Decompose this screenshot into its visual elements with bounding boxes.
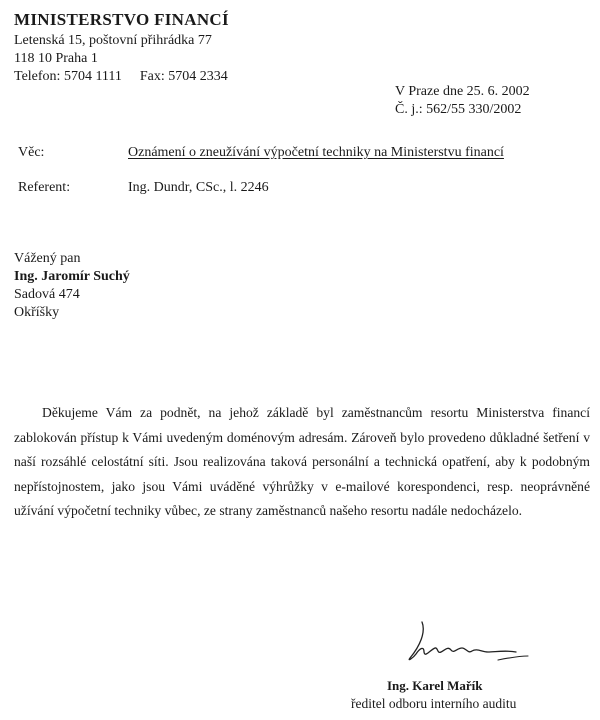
signatory-name: Ing. Karel Mařík	[387, 678, 483, 693]
letter-date: V Praze dne 25. 6. 2002	[395, 84, 530, 99]
recipient-name: Ing. Jaromír Suchý	[14, 269, 130, 284]
recipient-city: Okříšky	[14, 305, 60, 320]
referent-value: Ing. Dundr, CSc., l. 2246	[128, 180, 269, 195]
sender-name: MINISTERSTVO FINANCÍ	[14, 10, 229, 29]
reference-number: Č. j.: 562/55 330/2002	[395, 102, 522, 117]
sender-contact-line	[14, 69, 228, 85]
sender-fax: Fax: 5704 2334	[139, 69, 228, 84]
sender-address-line1: Letenská 15, poštovní přihrádka 77	[14, 33, 212, 48]
sender-address-line2: 118 10 Praha 1	[14, 51, 98, 66]
sender-phone: Telefon: 5704 1111	[14, 69, 122, 84]
signatory-title: ředitel odboru interního auditu	[351, 696, 517, 711]
subject-label: Věc:	[18, 145, 45, 160]
recipient-salutation: Vážený pan	[14, 251, 81, 266]
subject-value: Oznámení o zneužívání výpočetní techniky na Ministerstvu financí	[128, 145, 504, 160]
letter-body-paragraph: Děkujeme Vám za podnět, na jehož základě byl zaměstnancům resortu Ministerstva financí zablokován přístup k Vámi uvedeným doménovým adresám. Zároveň bylo provedeno důkladné šetření v naší rozsáhlé celostátní síti. Jsou realizována taková personální a technická opatření, aby k podobným nepřístojnostem, jako jsou Vámi uváděné výhrůžky v e-mailové korespondenci, resp. neoprávněné užívání výpočetní techniky vůbec, ze strany zaměstnanců našeho resortu nadále nedocházelo.	[14, 405, 590, 518]
recipient-street: Sadová 474	[14, 287, 80, 302]
handwritten-signature	[400, 608, 550, 675]
referent-label: Referent:	[18, 180, 71, 195]
